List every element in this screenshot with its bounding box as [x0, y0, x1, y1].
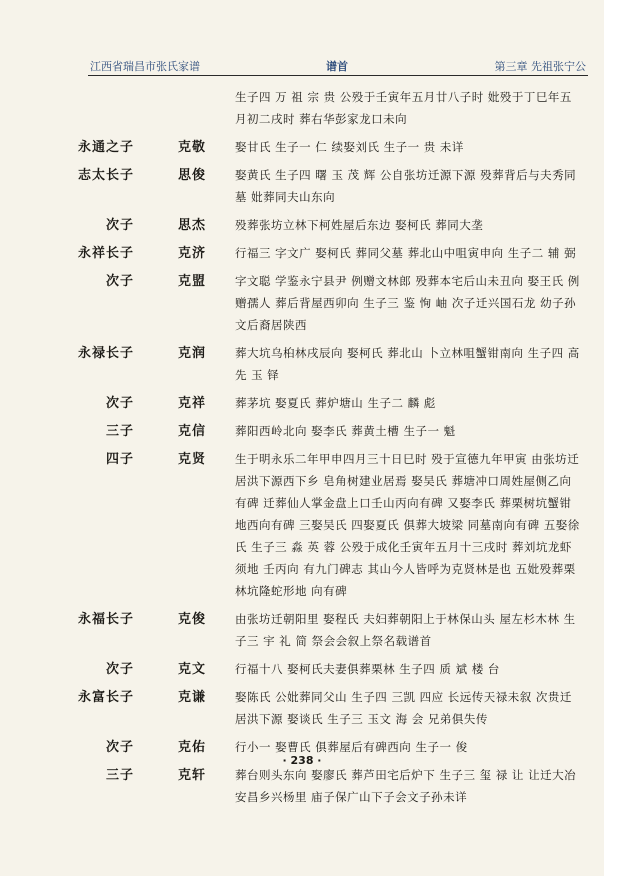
entry-name: 克文 — [178, 662, 207, 677]
entry-relation: 永通之子 — [77, 140, 134, 155]
entry-name: 克润 — [178, 346, 207, 361]
entry-name: 克轩 — [178, 768, 207, 783]
genealogy-entry — [0, 686, 604, 730]
entry-text: 葬台则头东向 娶廖氏 葬芦田宅后炉下 生子三 玺 禄 让 让迁大冶安昌乡兴杨里 庙子保广山下子会文子孙未详 — [235, 768, 577, 804]
entry-text: 行福三 字文广 娶柯氏 葬同父墓 葬北山中咀寅申向 生子二 辅 弼 — [235, 246, 577, 260]
entry-name: 克济 — [178, 246, 207, 261]
genealogy-entry — [0, 608, 604, 652]
genealogy-entry — [0, 420, 604, 442]
entry-text: 葬大坑乌桕林戌辰向 娶柯氏 葬北山 卜立林咀蟹钳南向 生子四 高 先 玉 铎 — [235, 346, 580, 382]
entry-name: 思俊 — [178, 168, 207, 183]
entry-text: 葬阳西岭北向 娶李氏 葬黄土槽 生子一 魁 — [235, 424, 456, 438]
entry-text: 由张坊迁朝阳里 娶程氏 夫妇葬朝阳上于林保山头 屋左杉木林 生子三 宇 礼 简 祭会会叙上祭名载谱首 — [235, 612, 576, 648]
entry-name: 克谦 — [178, 690, 207, 705]
header-chapter: 第三章 先祖张宁公 — [494, 60, 586, 73]
genealogy-entries — [0, 86, 604, 814]
genealogy-entry — [0, 342, 604, 386]
running-header — [90, 56, 586, 76]
entry-name: 克信 — [178, 424, 207, 439]
entry-text: 生子四 万 祖 宗 贵 公殁于壬寅年五月廿八子时 妣殁于丁巳年五月初二戌时 葬右华彭家龙口未向 — [235, 90, 572, 126]
genealogy-entry — [0, 764, 604, 808]
entry-relation: 志太长子 — [77, 168, 134, 183]
page-number: · 238 · — [282, 754, 322, 767]
header-book-title: 江西省瑞昌市张氏家谱 — [90, 60, 200, 73]
genealogy-entry — [0, 214, 604, 236]
genealogy-entry — [0, 658, 604, 680]
entry-relation: 次子 — [105, 740, 134, 755]
entry-text: 殁葬张坊立林下柯姓屋后东边 娶柯氏 葬同大垄 — [235, 218, 484, 232]
header-divider — [88, 75, 588, 76]
entry-relation: 永富长子 — [77, 690, 134, 705]
entry-relation: 永福长子 — [77, 612, 134, 627]
genealogy-entry — [0, 86, 604, 130]
entry-relation: 四子 — [105, 452, 134, 467]
genealogy-entry — [0, 448, 604, 602]
entry-text: 行福十八 娶柯氏夫妻俱葬栗林 生子四 质 斌 楼 台 — [235, 662, 500, 676]
header-section: 谱首 — [326, 60, 348, 73]
entry-relation: 三子 — [105, 424, 134, 439]
entry-relation: 三子 — [105, 768, 134, 783]
entry-text: 娶黄氏 生子四 曙 玉 茂 辉 公自张坊迁源下源 殁葬背后与夫秀同墓 妣葬同夫山东向 — [235, 168, 577, 204]
entry-relation: 永禄长子 — [77, 346, 134, 361]
entry-name: 思杰 — [178, 218, 207, 233]
entry-name: 克盟 — [178, 274, 207, 289]
genealogy-entry — [0, 242, 604, 264]
entry-relation: 永祥长子 — [77, 246, 134, 261]
entry-text: 字文聪 学鉴永宁县尹 例赠文林郎 殁葬本宅后山未丑向 娶王氏 例赠孺人 葬后背屋西卯向 生子三 鉴 恂 岫 次子迁兴国石龙 幼子孙文后裔居陕西 — [235, 274, 580, 332]
entry-relation: 次子 — [105, 218, 134, 233]
entry-text: 娶陈氏 公妣葬同父山 生子四 三凯 四应 长远传天禄未叙 次贵迁居洪下源 娶谈氏 生子三 玉文 海 会 兄弟俱失传 — [235, 690, 572, 726]
entry-name: 克敬 — [178, 140, 207, 155]
entry-relation: 次子 — [105, 274, 134, 289]
entry-name: 克佑 — [178, 740, 207, 755]
entry-relation: 次子 — [105, 396, 134, 411]
entry-name: 克祥 — [178, 396, 207, 411]
page-margin — [604, 0, 620, 876]
entry-text: 生于明永乐二年甲申四月三十日巳时 殁于宣德九年甲寅 由张坊迁居洪下源西下乡 皂角树建业居焉 娶吴氏 葬塘冲口周姓屋侧乙向有碑 迁葬仙人掌金盘上口壬山丙向有碑 又娶李氏 葬栗树坑蟹钳地西向有碑 三娶吴氏 四娶夏氏 俱葬大坡梁 同墓南向有碑 五娶徐氏 生子三 淼 英 蓉 公殁于成化壬寅年五月十三戌时 葬刘坑龙虾须地 壬丙向 有九门碑志 其山今人皆呼为克贤林是也 五妣殁葬栗林坑隆蛇形地 向有碑 — [235, 452, 580, 598]
genealogy-entry — [0, 392, 604, 414]
entry-text: 行小一 娶曹氏 俱葬屋后有碑西向 生子一 俊 — [235, 740, 468, 754]
entry-relation: 次子 — [105, 662, 134, 677]
genealogy-entry — [0, 270, 604, 336]
entry-name: 克俊 — [178, 612, 207, 627]
entry-name: 克贤 — [178, 452, 207, 467]
genealogy-entry — [0, 136, 604, 158]
entry-text: 葬茅坑 娶夏氏 葬炉塘山 生子二 麟 彪 — [235, 396, 436, 410]
entry-text: 娶甘氏 生子一 仁 续娶刘氏 生子一 贵 未详 — [235, 140, 464, 154]
genealogy-entry — [0, 164, 604, 208]
